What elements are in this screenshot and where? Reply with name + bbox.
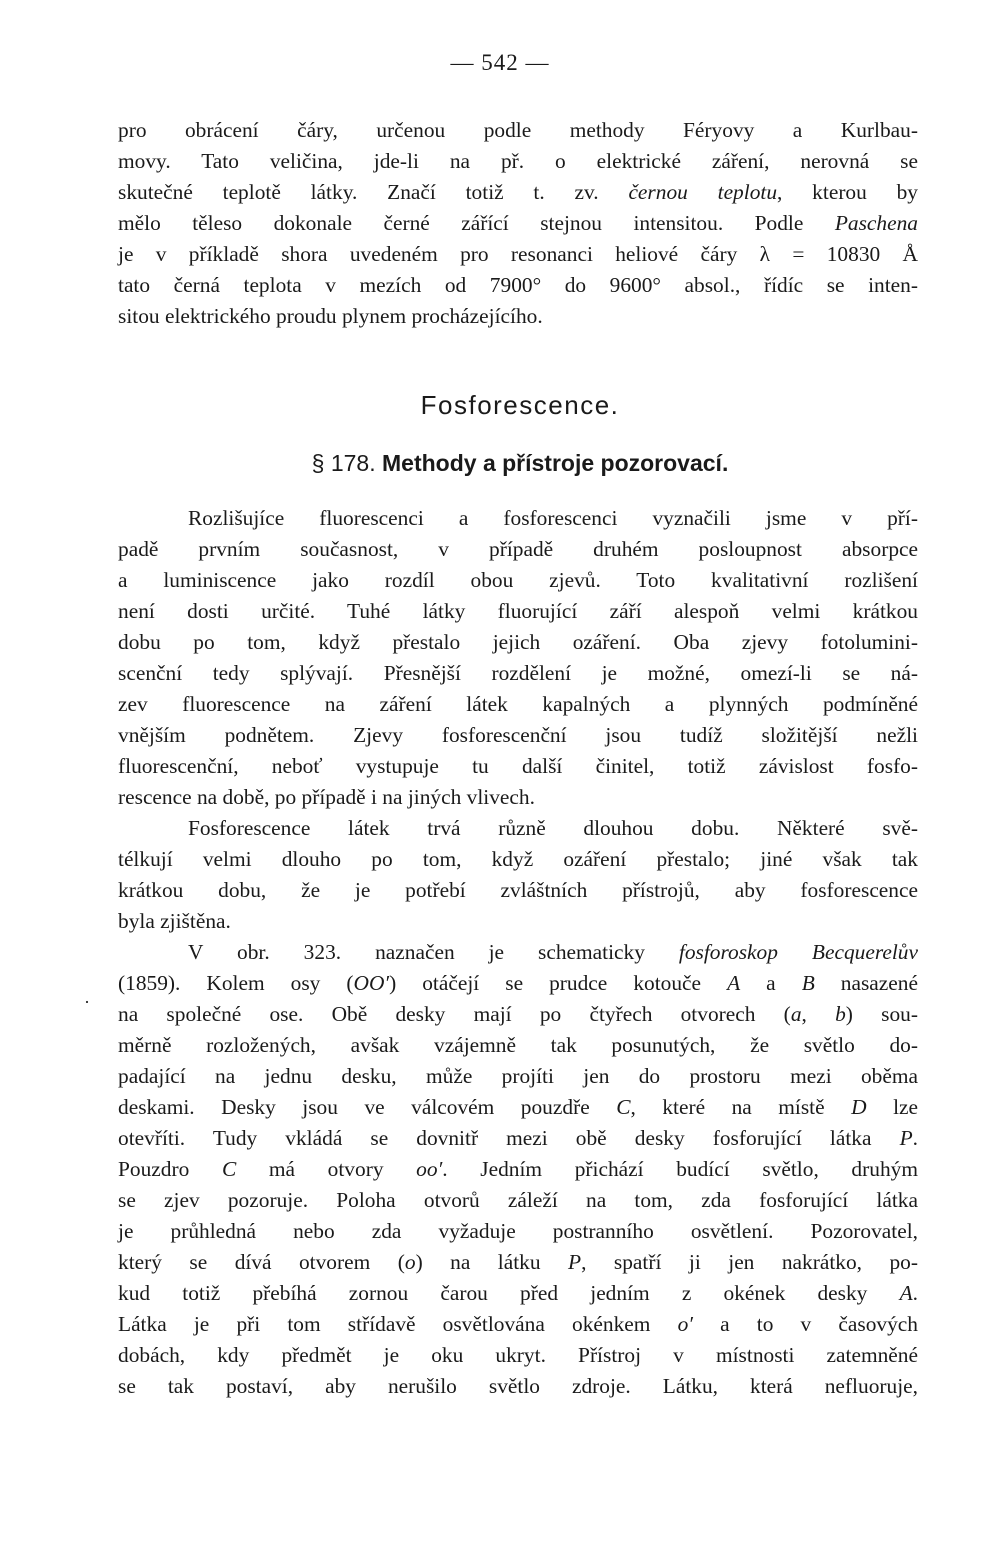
- text-line: mělo těleso dokonale černé zářící stejnou intensitou. Podle Paschena: [118, 211, 918, 235]
- text-line: vnějším podnětem. Zjevy fosforescenční jsou tudíž složitější nežli: [118, 723, 918, 747]
- text-line: byla zjištěna.: [118, 909, 231, 933]
- chapter-heading: Fosforescence.: [420, 390, 620, 420]
- text-line: se zjev pozoruje. Poloha otvorů záleží na tom, zda fosforující látka: [118, 1188, 918, 1212]
- paragraph-1: [118, 115, 918, 332]
- text-line: rescence na době, po případě i na jiných vlivech.: [118, 785, 535, 809]
- text-line: tato černá teplota v mezích od 7900° do 9600° absol., řídíc se inten-: [118, 273, 918, 297]
- text-line: je v příkladě shora uvedeném pro resonanci heliové čáry λ = 10830 Å: [118, 242, 918, 266]
- italic-term: b: [835, 1002, 846, 1026]
- text-line: Rozlišujíce fluorescenci a fosforescenci vyznačili jsme v pří-: [188, 506, 918, 530]
- italic-term: C: [616, 1095, 631, 1119]
- section-title: Methody a přístroje pozorovací.: [382, 450, 729, 476]
- text-line: není dosti určité. Tuhé látky fluorující září alespoň velmi krátkou: [118, 599, 918, 623]
- text-line: který se dívá otvorem (o) na látku P, spatří ji jen nakrátko, po-: [118, 1250, 918, 1274]
- text-line: Látka je při tom střídavě osvětlována okénkem o′ a to v časových: [118, 1312, 918, 1336]
- text-line: Pouzdro C má otvory oo′. Jedním přichází budící světlo, druhým: [118, 1157, 918, 1181]
- text-line: dobu po tom, když přestalo jejich ozáření. Oba zjevy fotolumini-: [118, 630, 918, 654]
- italic-term: P: [899, 1126, 913, 1150]
- text-line: dobách, kdy předmět je oku ukryt. Přístroj v místnosti zatemněné: [118, 1343, 918, 1367]
- section-heading: [0, 450, 1000, 477]
- italic-term: Paschena: [834, 211, 918, 235]
- text-line: měrně rozložených, avšak vzájemně tak posunutých, že světlo do-: [118, 1033, 918, 1057]
- text-line: na společné ose. Obě desky mají po čtyřech otvorech (a, b) sou-: [118, 1002, 918, 1026]
- page-number: — 542 —: [450, 50, 550, 75]
- text-line: se tak postaví, aby nerušilo světlo zdroje. Látku, která nefluoruje,: [118, 1374, 918, 1398]
- italic-term: o: [404, 1250, 416, 1274]
- italic-term: a: [790, 1002, 802, 1026]
- text-line: deskami. Desky jsou ve válcovém pouzdře C, které na místě D lze: [118, 1095, 918, 1119]
- italic-term: D: [851, 1095, 867, 1119]
- italic-term: o′: [677, 1312, 693, 1336]
- text-line: otevříti. Tudy vkládá se dovnitř mezi obě desky fosforující látka P.: [118, 1126, 918, 1150]
- text-line: movy. Tato veličina, jde-li na př. o elektrické záření, nerovná se: [118, 149, 918, 173]
- italic-term: P: [568, 1250, 582, 1274]
- text-line: krátkou dobu, že je potřebí zvláštních přístrojů, aby fosforescence: [118, 878, 918, 902]
- text-line: skutečné teplotě látky. Značí totiž t. zv. černou teplotu, kterou by: [118, 180, 919, 204]
- italic-term: B: [801, 971, 815, 995]
- paragraph-2: [118, 503, 918, 1402]
- text-line: padající na jednu desku, může projíti jen do prostoru mezi oběma: [118, 1064, 918, 1088]
- section-symbol: §: [311, 450, 325, 476]
- text-line: V obr. 323. naznačen je schematicky fosforoskop Becquerelův: [188, 940, 918, 964]
- text-line: je průhledná nebo zda vyžaduje postranního osvětlení. Pozorovatel,: [118, 1219, 918, 1243]
- text-line: sitou elektrického proudu plynem procházejícího.: [118, 304, 543, 328]
- text-line: Fosforescence látek trvá různě dlouhou dobu. Některé svě-: [188, 816, 918, 840]
- italic-term: C: [221, 1157, 237, 1181]
- text-line: zev fluorescence na záření látek kapalných a plynných podmíněné: [118, 692, 918, 716]
- italic-term: fosforoskop Becquerelův: [678, 940, 918, 964]
- italic-term: A: [899, 1281, 913, 1305]
- text-line: télkují velmi dlouho po tom, když ozáření přestalo; jiné však tak: [118, 847, 918, 871]
- margin-mark: ·: [84, 992, 90, 1012]
- text-line: a luminiscence jako rozdíl obou zjevů. Toto kvalitativní rozlišení: [118, 568, 918, 592]
- text-line: scenční tedy splývají. Přesnější rozdělení je možné, omezí-li se ná-: [118, 661, 918, 685]
- text-line: fluorescenční, neboť vystupuje tu další činitel, totiž závislost fosfo-: [118, 754, 918, 778]
- italic-term: OO′: [353, 971, 390, 995]
- text-line: kud totiž přebíhá zornou čarou před jedním z okének desky A.: [118, 1281, 918, 1305]
- italic-term: oo′: [416, 1157, 443, 1181]
- section-number: 178.: [330, 450, 376, 476]
- text-line: (1859). Kolem osy (OO′) otáčejí se prudce kotouče A a B nasazené: [118, 971, 918, 995]
- italic-term: černou teplotu: [628, 180, 778, 204]
- italic-term: A: [727, 971, 741, 995]
- text-line: pro obrácení čáry, určenou podle methody Féryovy a Kurlbau-: [118, 118, 918, 142]
- text-line: padě prvním současnost, v případě druhém posloupnost absorpce: [118, 537, 918, 561]
